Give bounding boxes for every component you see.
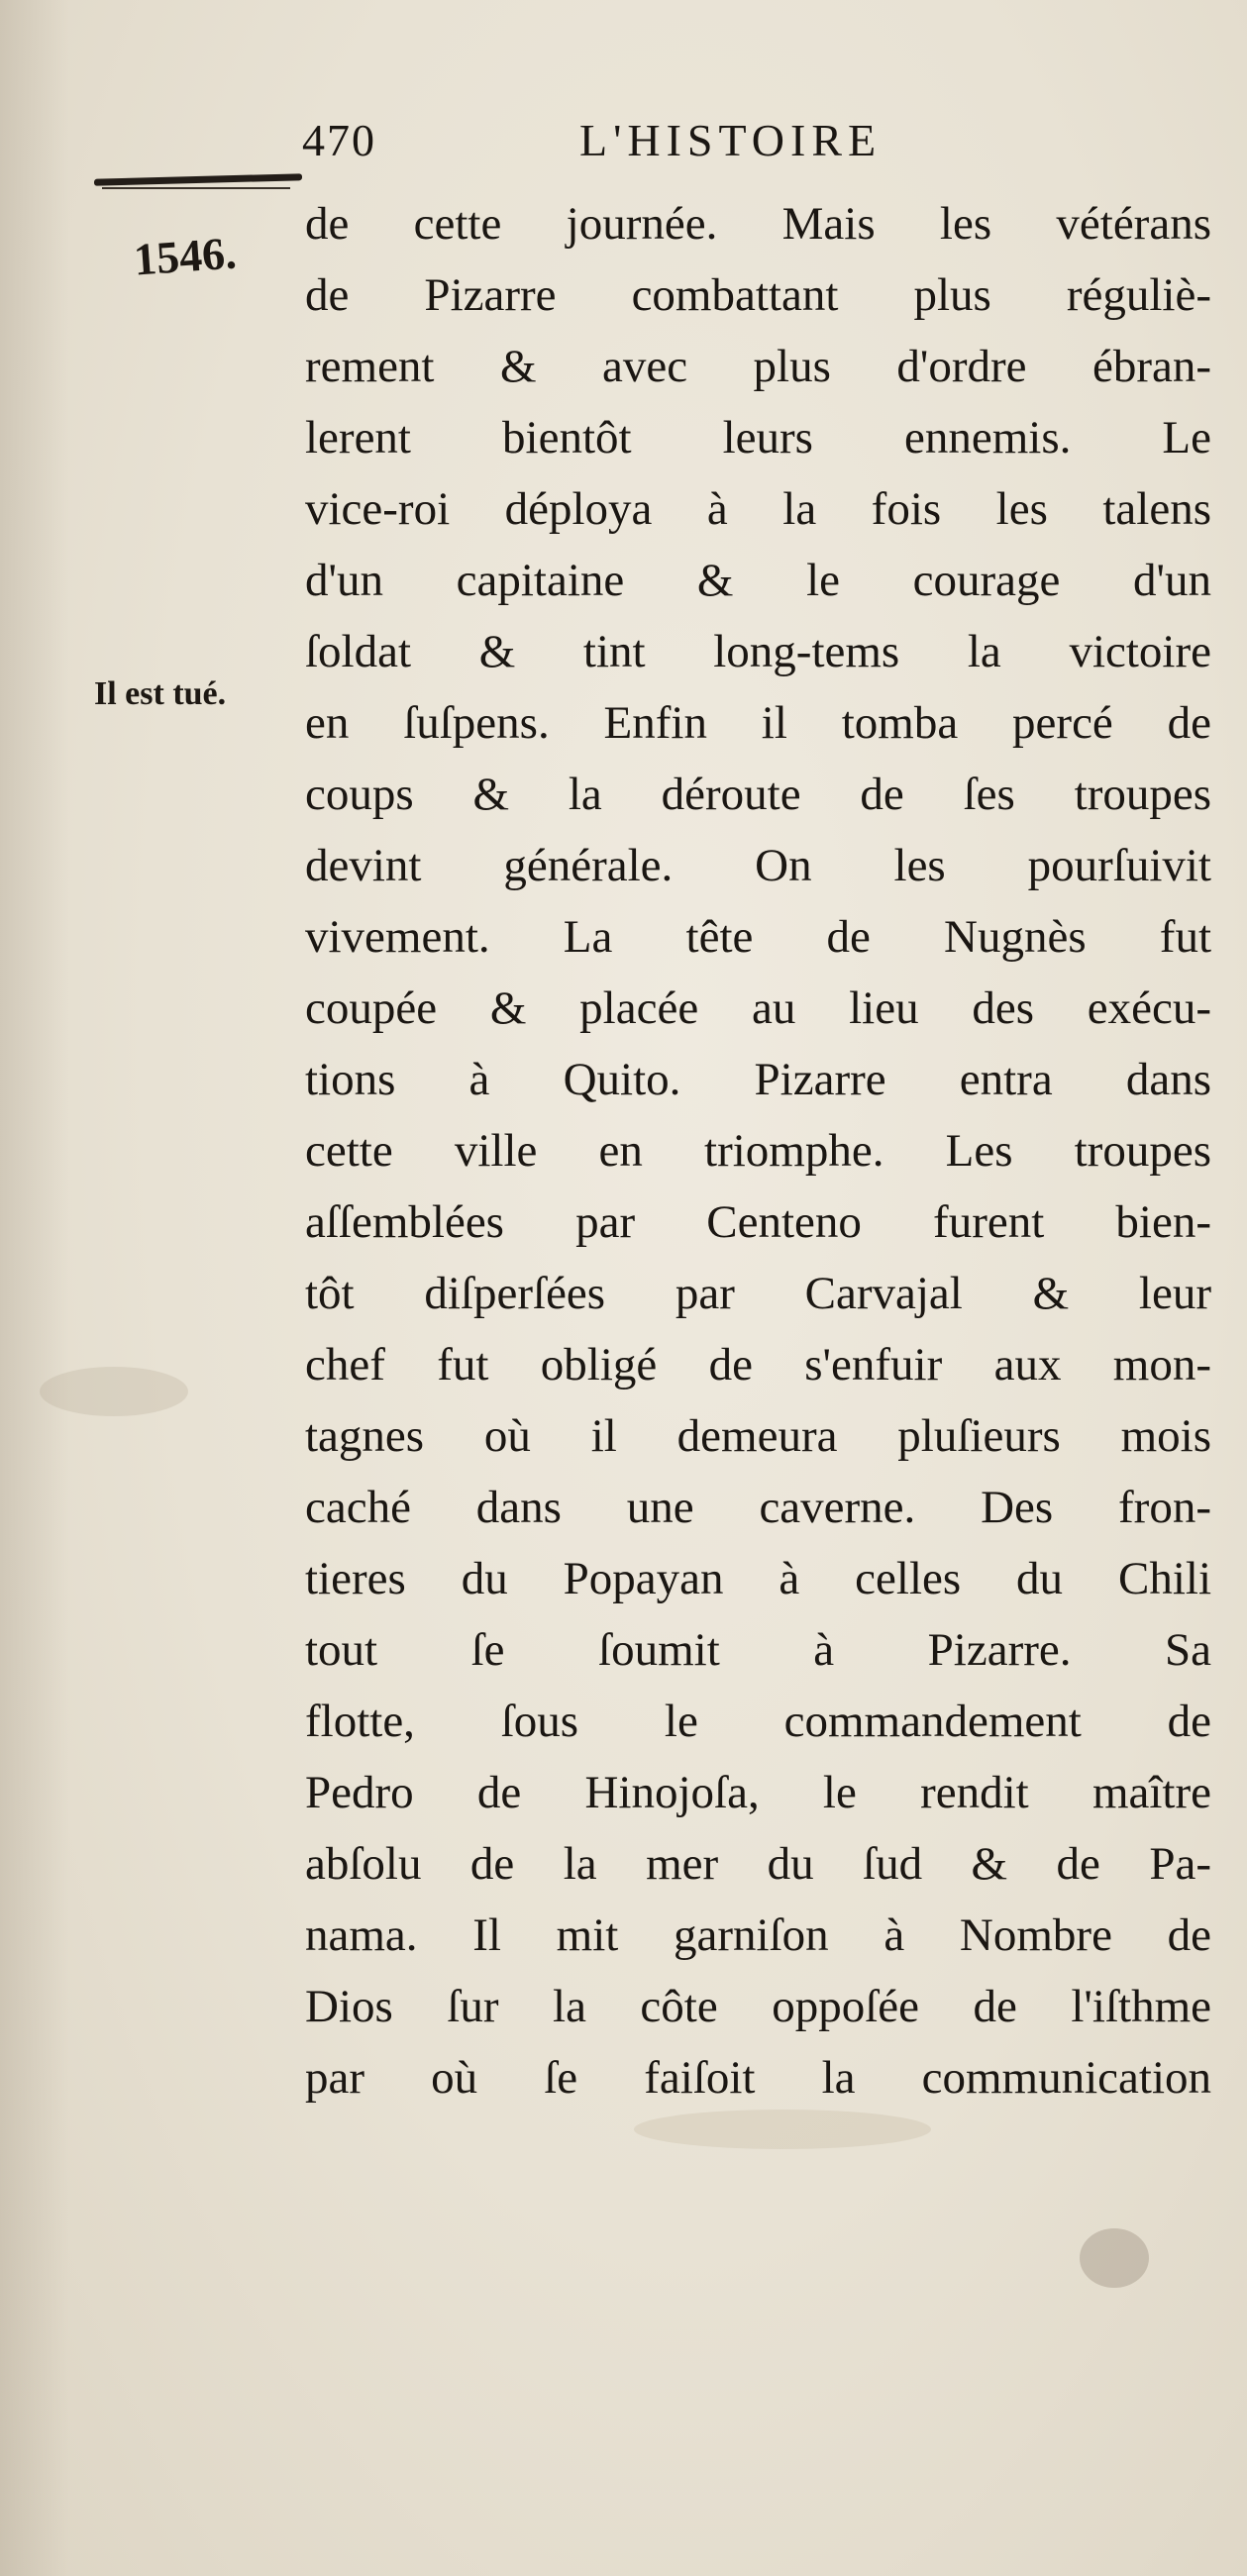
text-line: devint générale. On les pourſuivit: [305, 840, 1211, 891]
text-line: cette ville en triomphe. Les troupes: [305, 1125, 1211, 1177]
text-line: tôt diſperſées par Carvajal & leur: [305, 1268, 1211, 1319]
text-line: flotte, ſous le commandement de: [305, 1696, 1211, 1747]
text-line: Pedro de Hinojoſa, le rendit maître: [305, 1767, 1211, 1818]
text-line: aſſemblées par Centeno furent bien-: [305, 1196, 1211, 1248]
text-line: de cette journée. Mais les vétérans: [305, 198, 1211, 250]
page-number: 470: [302, 115, 376, 165]
ornament-rule: [94, 170, 302, 192]
text-line: d'un capitaine & le courage d'un: [305, 555, 1211, 606]
text-line: tieres du Popayan à celles du Chili: [305, 1553, 1211, 1604]
text-line: lerent bientôt leurs ennemis. Le: [305, 412, 1211, 464]
text-line: chef fut obligé de s'enfuir aux mon-: [305, 1339, 1211, 1391]
text-line: tagnes où il demeura pluſieurs mois: [305, 1410, 1211, 1462]
paper-stain: [40, 1367, 188, 1416]
text-line: vivement. La tête de Nugnès fut: [305, 911, 1211, 963]
text-line: tout ſe ſoumit à Pizarre. Sa: [305, 1624, 1211, 1676]
ornament-rule-thin-line: [102, 187, 290, 189]
text-line: abſolu de la mer du ſud & de Pa-: [305, 1838, 1211, 1890]
text-line: de Pizarre combattant plus réguliè-: [305, 269, 1211, 321]
text-line: coupée & placée au lieu des exécu-: [305, 982, 1211, 1034]
text-line: ſoldat & tint long-tems la victoire: [305, 626, 1211, 677]
text-line: nama. Il mit garniſon à Nombre de: [305, 1909, 1211, 1961]
margin-note-event: Il est tué.: [94, 675, 227, 712]
text-line: vice-roi déploya à la fois les talens: [305, 483, 1211, 535]
text-line: par où ſe faiſoit la communication: [305, 2052, 1211, 2104]
text-line: rement & avec plus d'ordre ébran-: [305, 341, 1211, 392]
ornament-rule-bar: [94, 173, 302, 185]
paper-stain: [1080, 2228, 1149, 2288]
running-title: L'HISTOIRE: [579, 115, 883, 165]
margin-note-year: 1546.: [132, 227, 239, 285]
paper-stain: [634, 2110, 931, 2149]
text-line: Dios ſur la côte oppoſée de l'iſthme: [305, 1981, 1211, 2032]
text-line: coups & la déroute de ſes troupes: [305, 769, 1211, 820]
text-line: en ſuſpens. Enfin il tomba percé de: [305, 697, 1211, 749]
text-line: caché dans une caverne. Des fron-: [305, 1482, 1211, 1533]
body-text: [305, 188, 1211, 2113]
running-head: [302, 114, 1055, 173]
gutter-shadow: [0, 0, 69, 2576]
text-line: tions à Quito. Pizarre entra dans: [305, 1054, 1211, 1105]
